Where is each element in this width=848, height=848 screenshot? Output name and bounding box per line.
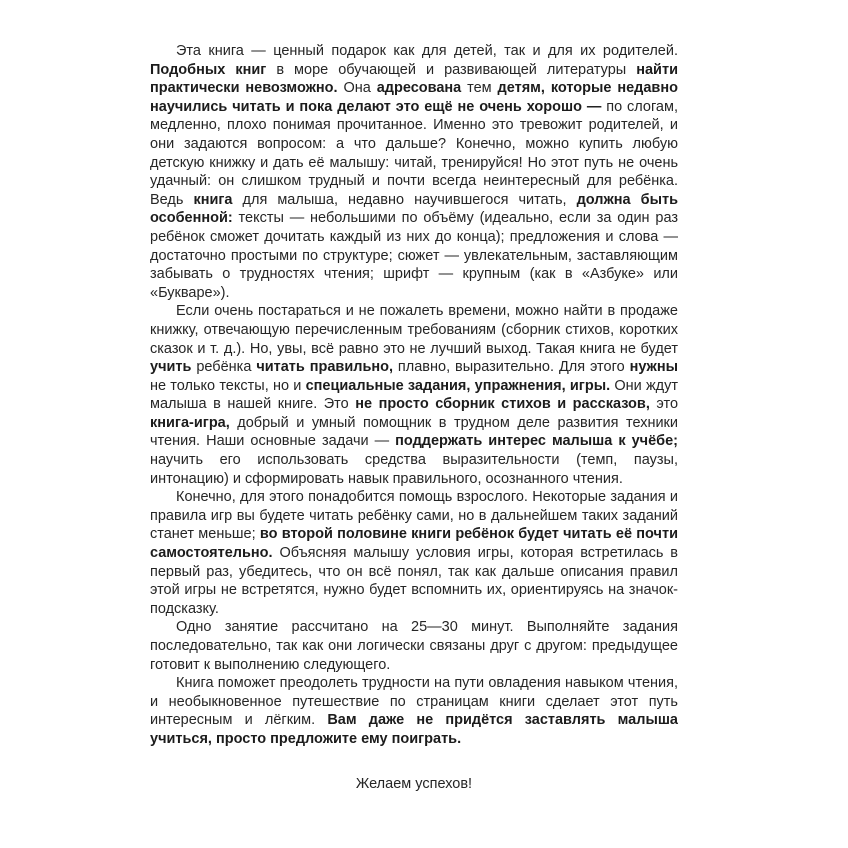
text-segment: Если очень постараться и не пожалеть времени, можно найти в продаже книжку, отвечающую перечисленным требованиям (сборник стихов, коротких сказок и т. д.). Но, увы, всё равно это не лучший выход. Такая книга не будет [150, 303, 678, 357]
text-segment: Конечно, для этого понадобится помощь взрослого. Некоторые задания и правила игр вы будете читать ребёнку сами, но в дальнейшем таких заданий станет меньше; [150, 489, 678, 543]
bold-text-segment: учить [150, 359, 192, 376]
bold-text-segment: не просто сборник стихов и рассказов, [355, 396, 650, 413]
text-segment: ребёнка [191, 359, 257, 376]
text-segment: научить его использовать средства выразительности (темп, паузы, интонацию) и сформировать навык правильного, осознанного чтения. [150, 452, 678, 487]
text-segment: Эта книга — ценный подарок как для детей, так и для их родителей. [176, 43, 678, 59]
text-segment: это [649, 396, 679, 413]
bold-text-segment: книга-игра, [150, 414, 230, 431]
text-segment: Объясняя малышу условия игры, которая встретилась в первый раз, убедитесь, что он всё понял, так как дальше описания правил этой игры не встретятся, нужно будет вспомнить их, ориентируясь на значок-подсказку. [150, 545, 678, 617]
bold-text-segment: книга [193, 191, 233, 208]
bold-text-segment: читать правильно, [256, 359, 394, 376]
text-segment: добрый и умный помощник в трудном деле развития техники чтения. Наши основные задачи — [150, 414, 678, 450]
bold-text-segment: поддержать интерес малыша к учёбе; [395, 433, 678, 450]
closing-line: Желаем успехов! [355, 775, 473, 792]
bold-text-segment: Вам даже не придётся заставлять малыша учиться, просто предложите ему поиграть. [150, 712, 678, 747]
bold-text-segment: специальные задания, упражнения, игры. [305, 377, 611, 394]
bold-text-segment: во второй половине книги ребёнок будет читать её почти самостоятельно. [150, 526, 678, 562]
text-segment: плавно, выразительно. Для этого [393, 359, 630, 376]
bold-text-segment: детям, которые недавно научились читать и пока делают это ещё не очень хорошо — [150, 80, 678, 115]
paragraph [150, 674, 678, 748]
text-segment: Книга поможет преодолеть трудности на пути овладения навыком чтения, и необыкновенное путешествие по страницам книги сделает этот путь интересным и лёгким. [150, 675, 678, 729]
paragraph [150, 618, 678, 674]
text-segment: тексты — небольшими по объёму (идеально, если за один раз ребёнок сможет дочитать каждый из них до конца); предложения и слова — достаточно простыми по структуре; сюжет — увлекательным, заставляющим забывать о трудностях чтения; шрифт — крупным (как в «Азбуке» или «Букваре»). [150, 210, 678, 301]
bold-text-segment: должна быть особенной: [150, 191, 678, 227]
text-block [150, 42, 678, 793]
text-segment: Она [337, 80, 377, 97]
bold-text-segment: Подобных книг [150, 61, 267, 78]
text-segment: для малыша, недавно научившегося читать, [232, 191, 577, 208]
text-segment: по слогам, медленно, плохо понимая прочитанное. Именно это тревожит родителей, и они задаются вопросом: а что дальше? Конечно, можно купить любую детскую книжку и дать её малышу: читай, тренируйся! Но этот путь не очень удачный: он слишком трудный и почти всегда неинтересный для ребёнка. Ведь [150, 98, 678, 208]
text-segment: не только тексты, но и [150, 377, 306, 394]
text-segment: тем [461, 80, 498, 97]
bold-text-segment: найти практически невозможно. [150, 61, 678, 97]
bold-text-segment: адресована [376, 80, 462, 97]
paragraph [150, 302, 678, 488]
bold-text-segment: нужны [629, 359, 678, 376]
paragraph [150, 42, 678, 302]
text-segment: в море обучающей и развивающей литературы [266, 61, 637, 78]
paragraph [150, 488, 678, 618]
text-segment: Они ждут малыша в нашей книге. Это [150, 377, 678, 413]
text-segment: Одно занятие рассчитано на 25—30 минут. Выполняйте задания последовательно, так как они логически связаны друг с другом: предыдущее готовит к выполнению следующего. [150, 619, 678, 673]
